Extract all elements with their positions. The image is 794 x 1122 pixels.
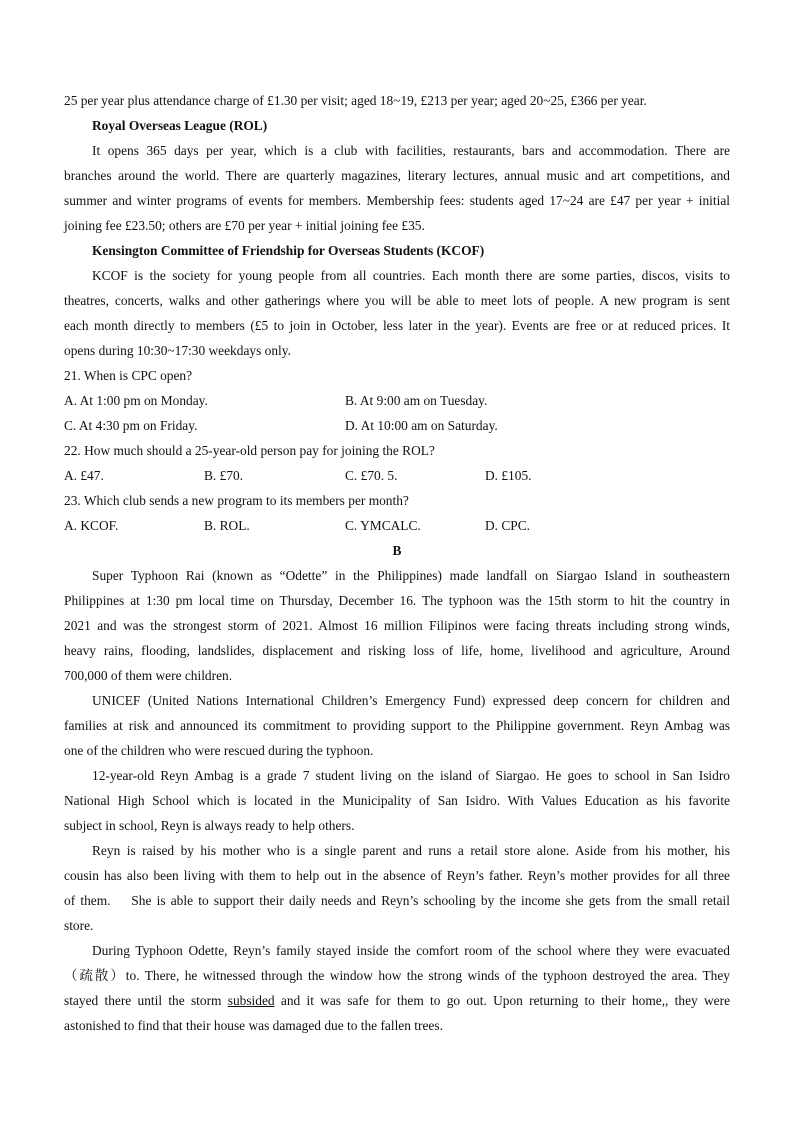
passage-b-line: UNICEF (United Nations International Children’s Emergency Fund) expressed deep concern for children and	[92, 693, 730, 708]
kcof-heading: Kensington Committee of Friendship for Overseas Students (KCOF)	[92, 243, 485, 258]
question-22-option-c: C. £70. 5.	[345, 468, 398, 483]
passage-b-line: （疏散）to. There, he witnessed through the window how the strong winds of the typhoon destroyed the area. They	[64, 968, 730, 983]
question-23-stem: 23. Which club sends a new program to its members per month?	[64, 493, 409, 508]
passage-b-line: 2021 and was the strongest storm of 2021. Almost 16 million Filipinos were facing threats including strong winds,	[64, 618, 730, 633]
kcof-line: theatres, concerts, walks and other gatherings where you will be able to meet lots of people. A new program is sent	[64, 293, 730, 308]
rol-heading: Royal Overseas League (ROL)	[92, 118, 268, 133]
rol-line: joining fee £23.50; others are £70 per year + initial joining fee £35.	[64, 218, 425, 233]
intro-tail-line: 25 per year plus attendance charge of £1.30 per visit; aged 18~19, £213 per year; aged 20~25, £366 per year.	[64, 93, 647, 108]
question-21-option-a: A. At 1:00 pm on Monday.	[64, 393, 208, 408]
passage-b-line	[64, 988, 730, 1013]
passage-b-line: store.	[64, 918, 94, 933]
passage-b-line: National High School which is located in the Municipality of San Isidro. With Values Education as his favorite	[64, 793, 730, 808]
passage-b-line: heavy rains, flooding, landslides, displacement and risking loss of life, home, livelihood and agriculture, Around	[64, 643, 730, 658]
question-22-option-d: D. £105.	[485, 468, 532, 483]
passage-b-line: cousin has also been living with them to help out in the absence of Reyn’s father. Reyn’s mother provides for all three	[64, 868, 730, 883]
kcof-line: opens during 10:30~17:30 weekdays only.	[64, 343, 291, 358]
passage-b-line: Philippines at 1:30 pm local time on Thursday, December 16. The typhoon was the 15th storm to hit the country in	[64, 593, 730, 608]
passage-text: and it was safe for them to go out. Upon returning to their home,, they were	[274, 993, 731, 1008]
question-21-stem: 21. When is CPC open?	[64, 368, 193, 383]
question-21-option-c: C. At 4:30 pm on Friday.	[64, 418, 198, 433]
passage-b-line: 700,000 of them were children.	[64, 668, 233, 683]
rol-line: It opens 365 days per year, which is a club with facilities, restaurants, bars and accommodation. There are	[92, 143, 730, 158]
question-22-option-b: B. £70.	[204, 468, 244, 483]
passage-b-line: 12-year-old Reyn Ambag is a grade 7 student living on the island of Siargao. He goes to school in San Isidro	[92, 768, 730, 783]
passage-b-line: subject in school, Reyn is always ready to help others.	[64, 818, 355, 833]
kcof-line: each month directly to members (£5 to join in October, less later in the year). Events are free or at reduced prices. It	[64, 318, 730, 333]
question-22-option-a: A. £47.	[64, 468, 104, 483]
question-21-option-b: B. At 9:00 am on Tuesday.	[345, 393, 488, 408]
question-21-option-d: D. At 10:00 am on Saturday.	[345, 418, 498, 433]
passage-b-line: Super Typhoon Rai (known as “Odette” in the Philippines) made landfall on Siargao Island in southeastern	[92, 568, 730, 583]
question-23-option-c: C. YMCALC.	[345, 518, 421, 533]
question-23-option-d: D. CPC.	[485, 518, 531, 533]
rol-line: branches around the world. There are quarterly magazines, literary lectures, annual music and art competitions, and	[64, 168, 730, 183]
passage-b-line: astonished to find that their house was damaged due to the fallen trees.	[64, 1018, 443, 1033]
section-b-label: B	[392, 543, 402, 558]
rol-line: summer and winter programs of events for members. Membership fees: students aged 17~24 are £47 per year + initial	[64, 193, 730, 208]
passage-b-line: one of the children who were rescued during the typhoon.	[64, 743, 374, 758]
passage-b-line: of them. She is able to support their daily needs and Reyn’s schooling by the income she gets from the small retail	[64, 893, 730, 908]
question-23-option-a: A. KCOF.	[64, 518, 119, 533]
kcof-line: KCOF is the society for young people from all countries. Each month there are some parties, discos, visits to	[92, 268, 730, 283]
passage-text: stayed there until the storm	[64, 993, 228, 1008]
passage-b-line: families at risk and announced its commitment to providing support to the Philippine government. Reyn Ambag was	[64, 718, 730, 733]
passage-b-line: Reyn is raised by his mother who is a single parent and runs a retail store alone. Aside from his mother, his	[92, 843, 730, 858]
question-22-stem: 22. How much should a 25-year-old person pay for joining the ROL?	[64, 443, 435, 458]
question-23-option-b: B. ROL.	[204, 518, 250, 533]
passage-b-line: During Typhoon Odette, Reyn’s family stayed inside the comfort room of the school where they were evacuated	[92, 943, 730, 958]
underlined-word-subsided: subsided	[227, 993, 275, 1008]
